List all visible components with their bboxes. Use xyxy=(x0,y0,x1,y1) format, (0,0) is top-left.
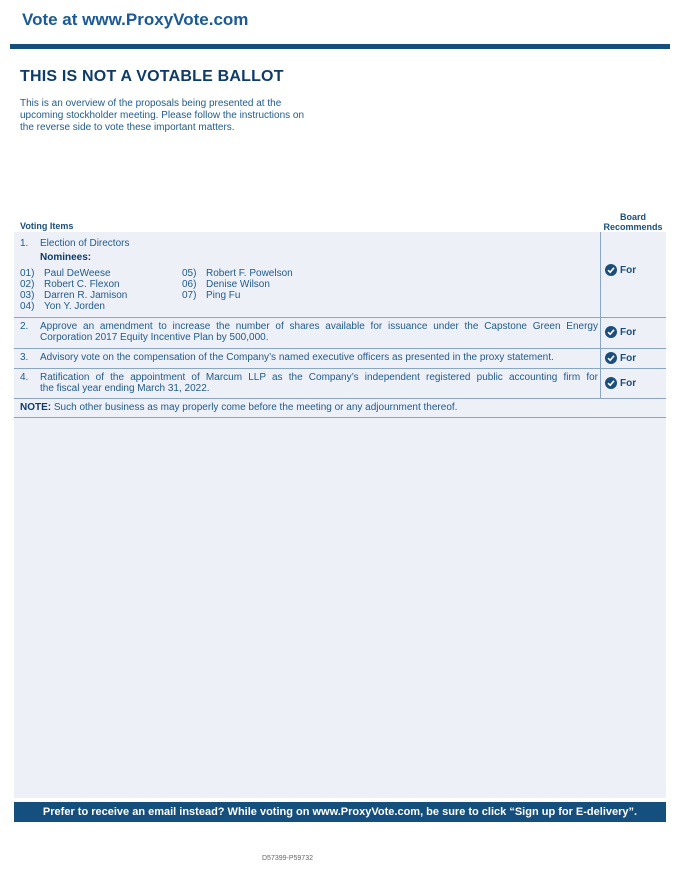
nominee xyxy=(182,290,240,301)
overview-text xyxy=(20,98,340,134)
nominee-name: Darren R. Jamison xyxy=(44,290,128,301)
overview-line: upcoming stockholder meeting. Please follow the instructions on xyxy=(20,110,305,121)
voting-item-2 xyxy=(14,321,666,349)
check-circle-icon xyxy=(605,326,617,338)
item-number: 4. xyxy=(20,372,29,383)
board-recommends-header xyxy=(598,212,668,232)
board-header-line: Recommends xyxy=(603,222,663,232)
nominee-number: 07) xyxy=(182,290,197,301)
document-code: D57399-P59732 xyxy=(262,855,313,862)
board-header-line: Board xyxy=(619,212,646,222)
item-text-line: Ratification of the appointment of Marcum LLP as the Company’s independent registered public accounting firm for xyxy=(40,372,598,383)
board-recommendation xyxy=(600,368,667,398)
voting-item-1 xyxy=(14,238,666,318)
nominee-name: Robert F. Powelson xyxy=(206,268,293,279)
recommendation-for xyxy=(605,377,636,389)
nominee xyxy=(182,268,293,279)
header-title: Vote at www.ProxyVote.com xyxy=(22,10,249,29)
overview-line: This is an overview of the proposals being presented at the xyxy=(20,98,282,109)
edelivery-banner: Prefer to receive an email instead? While voting on www.ProxyVote.com, be sure to click “Sign up for E-delivery”. xyxy=(14,802,666,822)
nominee-number: 06) xyxy=(182,279,197,290)
check-circle-icon xyxy=(605,377,617,389)
board-recommendation xyxy=(600,348,667,368)
note xyxy=(20,402,457,413)
voting-item-4 xyxy=(14,372,666,399)
nominee xyxy=(20,279,120,290)
recommendation-for xyxy=(605,352,636,364)
item-text: Election of Directors xyxy=(40,238,130,249)
header-rule xyxy=(10,44,670,49)
voting-items-header: Voting Items xyxy=(20,221,74,231)
nominee-number: 05) xyxy=(182,268,197,279)
check-circle-icon xyxy=(605,264,617,276)
nominee-number: 04) xyxy=(20,301,35,312)
ballot-title: THIS IS NOT A VOTABLE BALLOT xyxy=(20,68,284,85)
recommendation-for xyxy=(605,326,636,338)
item-text-line: the fiscal year ending March 31, 2022. xyxy=(40,383,210,394)
recommendation-for xyxy=(605,264,636,276)
recommendation-label: For xyxy=(620,264,637,276)
item-text xyxy=(40,321,598,343)
item-text-line: Corporation 2017 Equity Incentive Plan by 500,000. xyxy=(40,332,269,343)
nominee xyxy=(20,301,105,312)
nominee xyxy=(20,290,127,301)
nominees-label: Nominees: xyxy=(40,252,92,263)
note-text: Such other business as may properly come before the meeting or any adjournment thereof. xyxy=(51,402,458,413)
nominee-name: Paul DeWeese xyxy=(44,268,111,279)
note-label: NOTE: xyxy=(20,402,52,413)
board-recommendation xyxy=(600,317,667,348)
item-text: Advisory vote on the compensation of the Company’s named executive officers as presented in the proxy statement. xyxy=(40,352,554,363)
item-number: 3. xyxy=(20,352,29,363)
item-number: 2. xyxy=(20,321,29,332)
nominee xyxy=(20,268,111,279)
overview-line: the reverse side to vote these important matters. xyxy=(20,122,235,133)
voting-item-3 xyxy=(14,352,666,369)
item-number: 1. xyxy=(20,238,29,249)
board-recommendation xyxy=(600,232,667,317)
recommendation-label: For xyxy=(620,377,637,389)
nominee-number: 01) xyxy=(20,268,35,279)
nominee-number: 03) xyxy=(20,290,35,301)
nominee xyxy=(182,279,270,290)
nominee-name: Robert C. Flexon xyxy=(44,279,120,290)
nominee-number: 02) xyxy=(20,279,35,290)
nominee-name: Yon Y. Jorden xyxy=(44,301,105,312)
nominee-name: Ping Fu xyxy=(206,290,241,301)
item-text-line: Approve an amendment to increase the number of shares available for issuance under the Capstone Green Energy xyxy=(40,321,598,332)
nominee-name: Denise Wilson xyxy=(206,279,270,290)
item-text xyxy=(40,372,598,394)
check-circle-icon xyxy=(605,352,617,364)
recommendation-label: For xyxy=(620,352,637,364)
recommendation-label: For xyxy=(620,326,637,338)
